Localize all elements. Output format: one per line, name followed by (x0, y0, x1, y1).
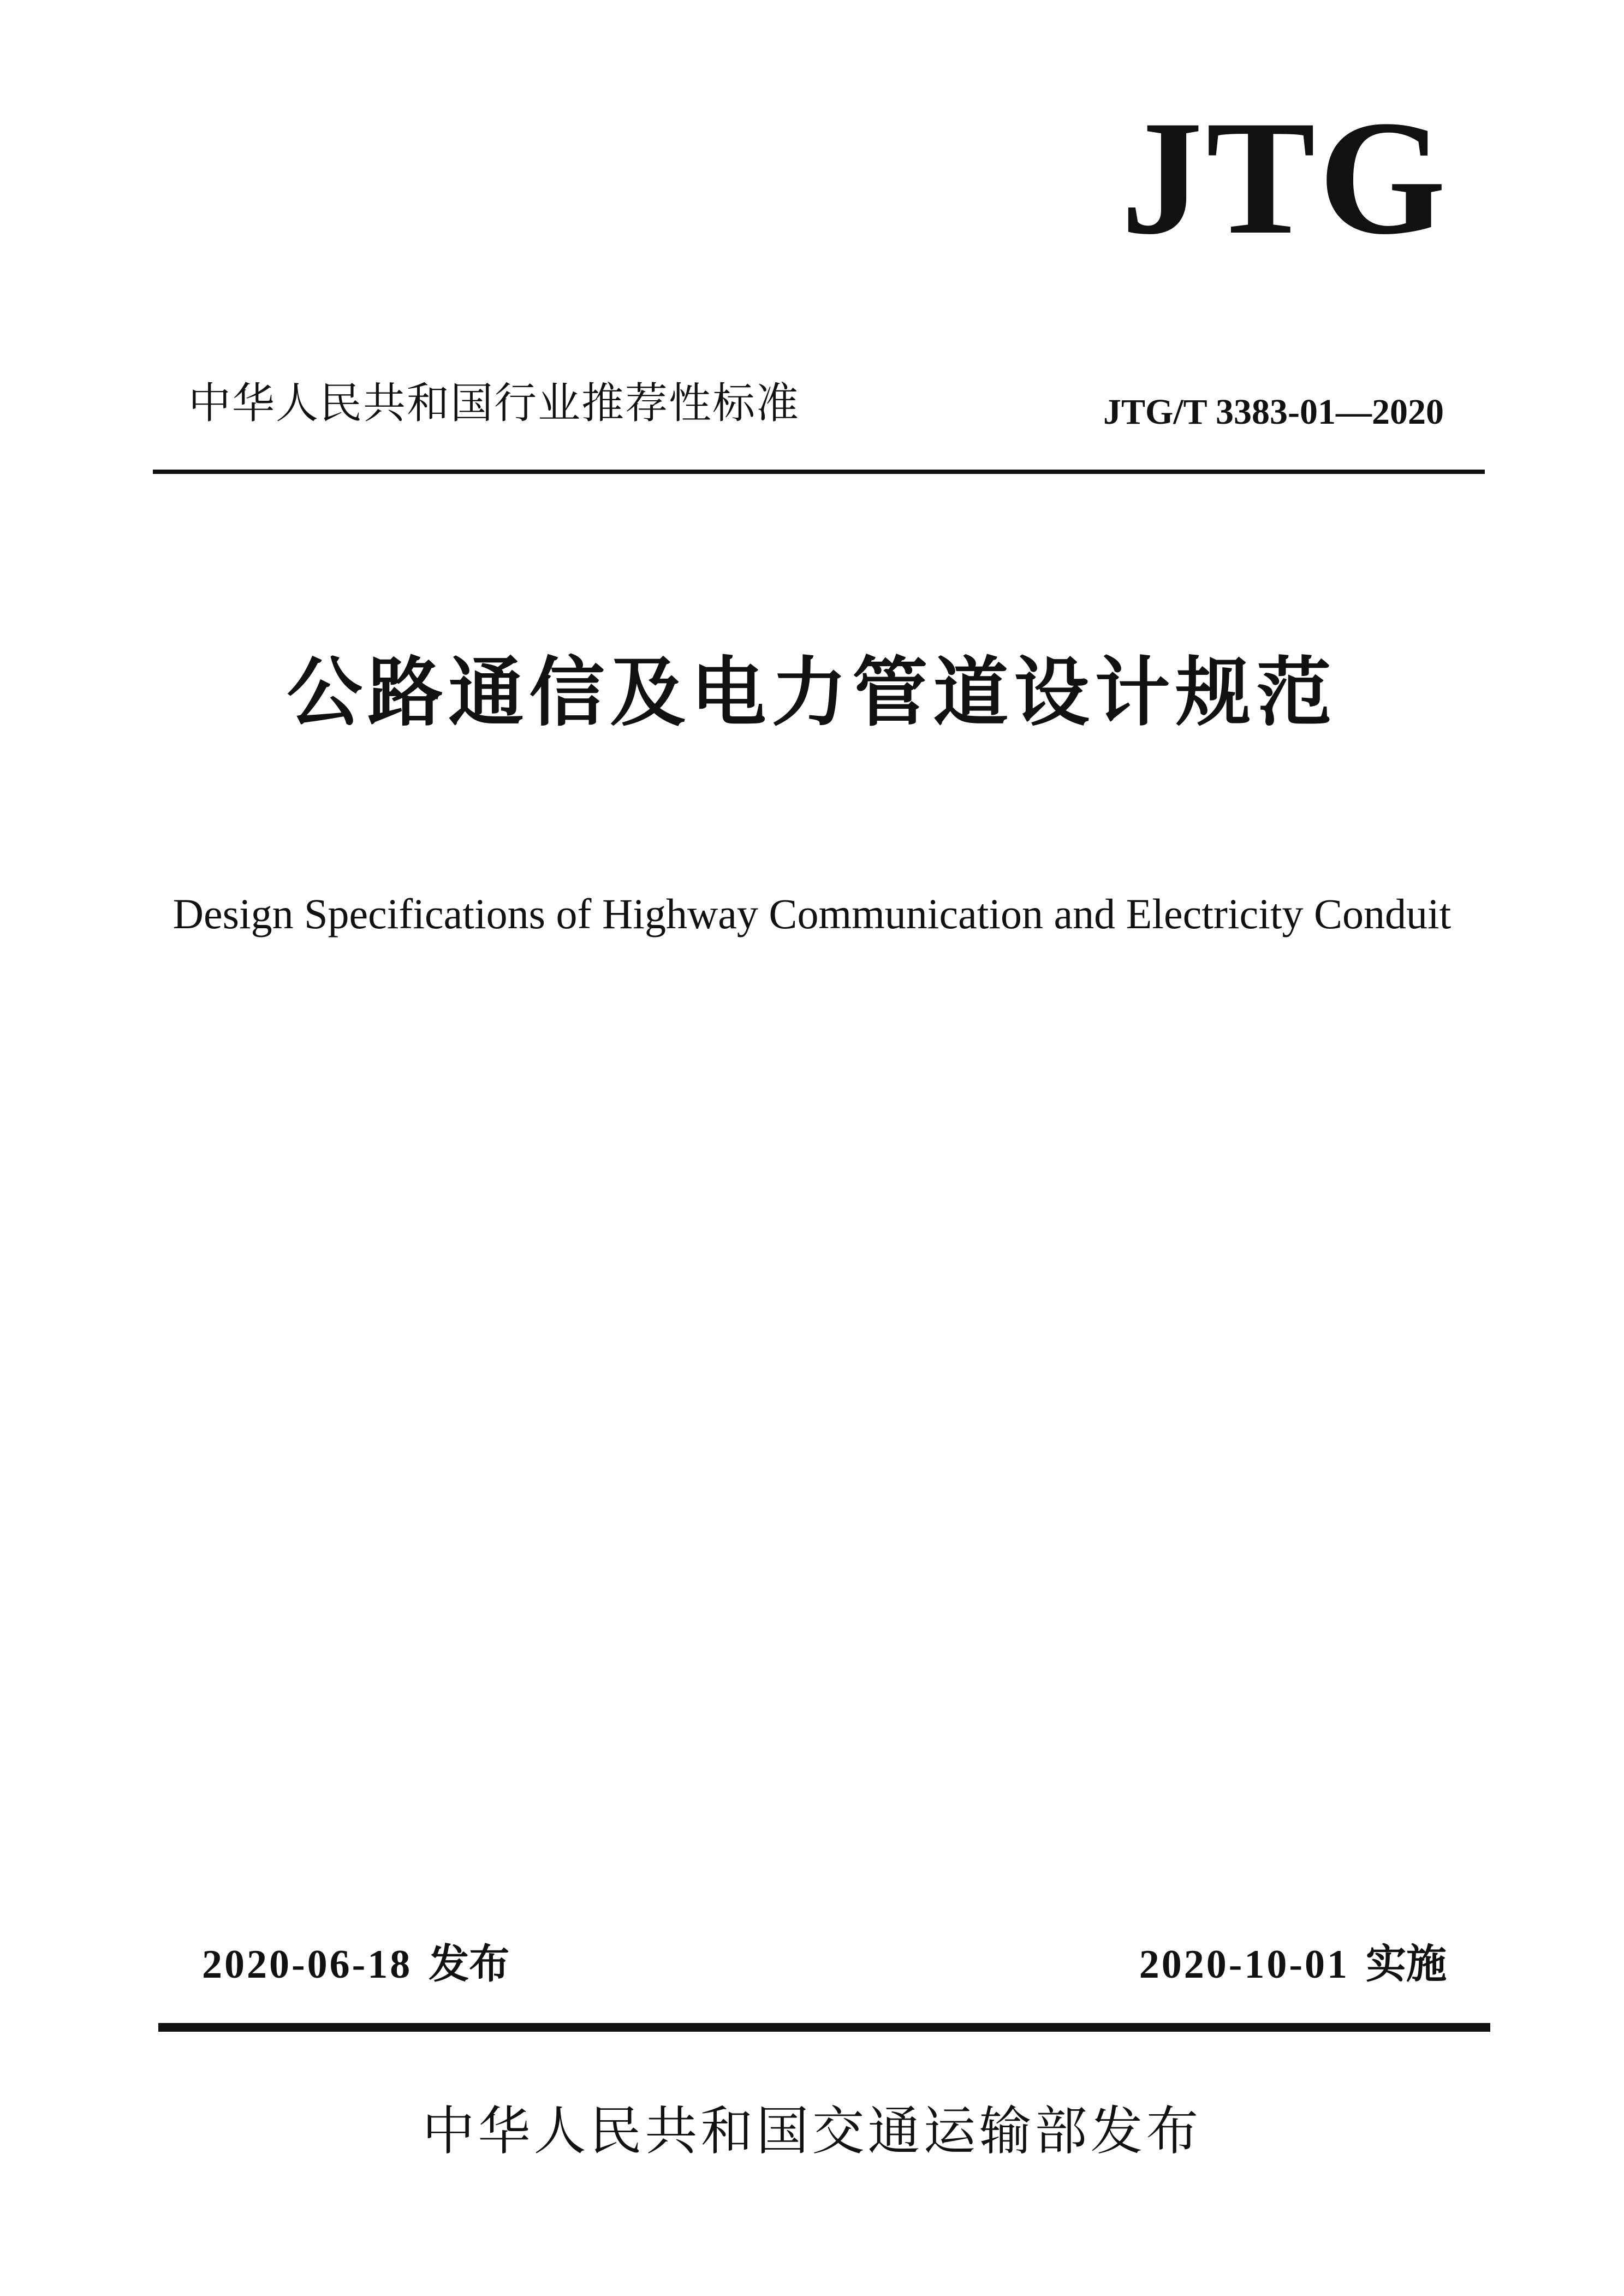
jtg-logo: JTG (1121, 87, 1449, 268)
top-divider (153, 470, 1485, 474)
implementation-label: 实施 (1366, 1941, 1447, 1988)
issue-label: 发布 (429, 1941, 510, 1988)
document-title-chinese: 公路通信及电力管道设计规范 (287, 649, 1337, 737)
issue-date-block (202, 1941, 510, 1988)
standard-category: 中华人民共和国行业推荐性标准 (188, 379, 800, 428)
issue-date: 2020-06-18 (202, 1942, 413, 1987)
implementation-date: 2020-10-01 (1139, 1942, 1349, 1987)
bottom-divider (158, 2023, 1490, 2032)
standard-number: JTG/T 3383-01—2020 (1103, 392, 1444, 432)
document-title-english: Design Specifications of Highway Communication and Electricity Conduit (172, 890, 1452, 938)
implementation-date-block (1139, 1941, 1447, 1988)
publisher: 中华人民共和国交通运输部发布 (422, 2101, 1202, 2162)
